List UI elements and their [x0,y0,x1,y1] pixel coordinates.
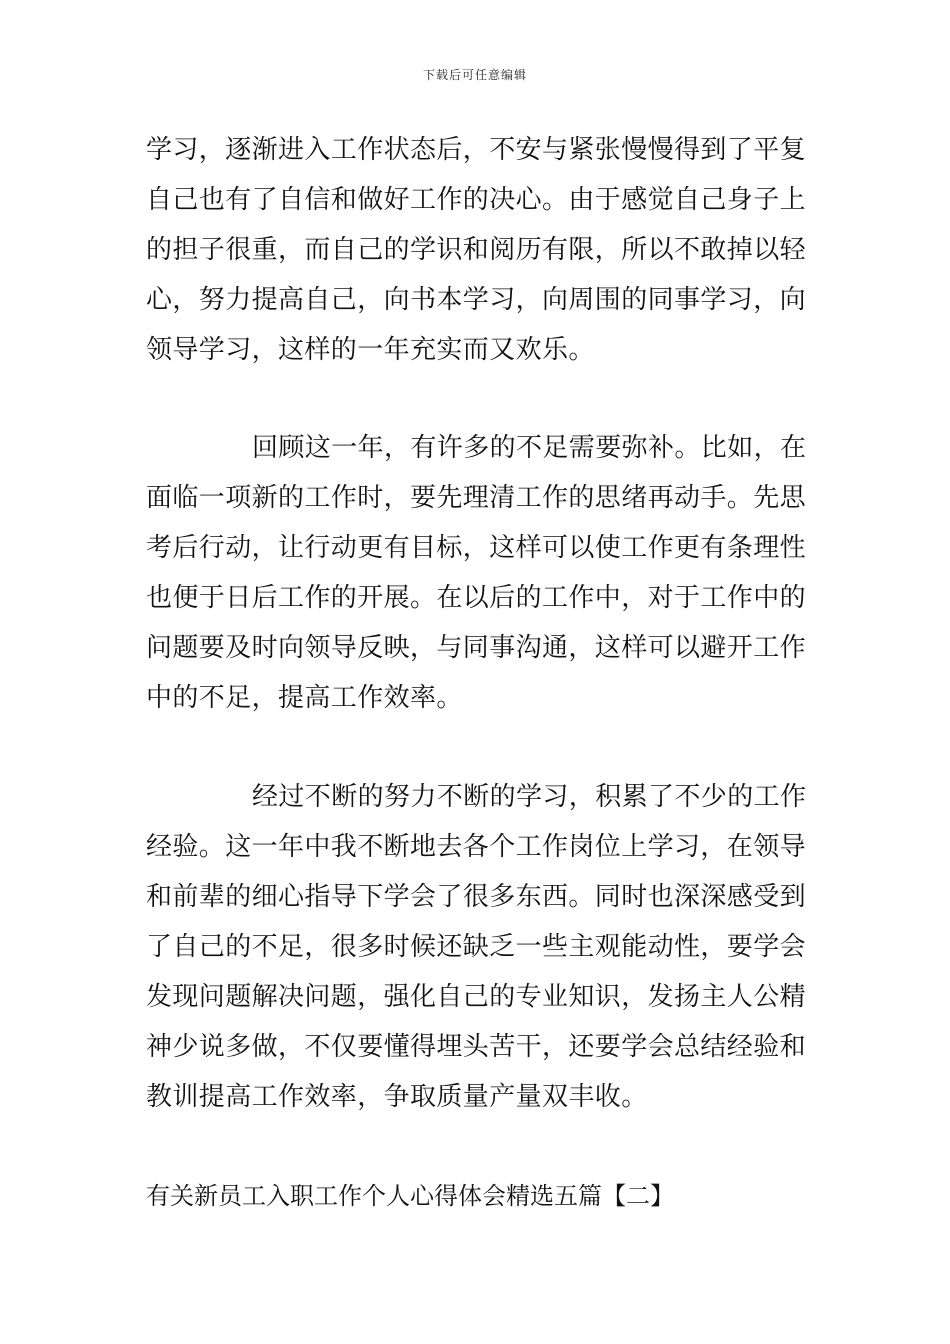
paragraph-line: 学习，逐渐进入工作状态后，不安与紧张慢慢得到了平复 [146,135,807,165]
paragraph-line: 自己也有了自信和做好工作的决心。由于感觉自己身子上 [146,185,807,215]
paragraph-3 [146,772,806,1122]
paragraph-line: 也便于日后工作的开展。在以后的工作中，对于工作中的 [146,583,807,613]
paragraph-line: 领导学习，这样的一年充实而又欢乐。 [146,335,595,365]
paragraph-line: 教训提高工作效率，争取质量产量双丰收。 [146,1082,648,1112]
paragraph-line: 经验。这一年中我不断地去各个工作岗位上学习，在领导 [146,832,807,862]
paragraph-line: 经过不断的努力不断的学习，积累了不少的工作 [252,782,807,812]
paragraph-line: 心，努力提高自己，向书本学习，向周围的同事学习，向 [146,285,807,315]
paragraph-2 [146,423,806,723]
paragraph-line: 的担子很重，而自己的学识和阅历有限，所以不敢掉以轻 [146,235,807,265]
paragraph-1 [146,125,806,375]
paragraph-line: 中的不足，提高工作效率。 [146,683,463,713]
paragraph-line: 考后行动，让行动更有目标，这样可以使工作更有条理性 [146,533,807,563]
paragraph-line: 和前辈的细心指导下学会了很多东西。同时也深深感受到 [146,882,807,912]
paragraph-line: 面临一项新的工作时，要先理清工作的思绪再动手。先思 [146,483,807,513]
section-heading: 有关新员工入职工作个人心得体会精选五篇【二】 [146,1182,674,1210]
page-header: 下载后可任意编辑 [422,68,527,82]
paragraph-line: 了自己的不足，很多时候还缺乏一些主观能动性，要学会 [146,932,807,962]
paragraph-line: 问题要及时向领导反映，与同事沟通，这样可以避开工作 [146,633,807,663]
paragraph-line: 回顾这一年，有许多的不足需要弥补。比如，在 [252,433,807,463]
paragraph-line: 神少说多做，不仅要懂得埋头苦干，还要学会总结经验和 [146,1032,807,1062]
paragraph-line: 发现问题解决问题，强化自己的专业知识，发扬主人公精 [146,982,807,1012]
